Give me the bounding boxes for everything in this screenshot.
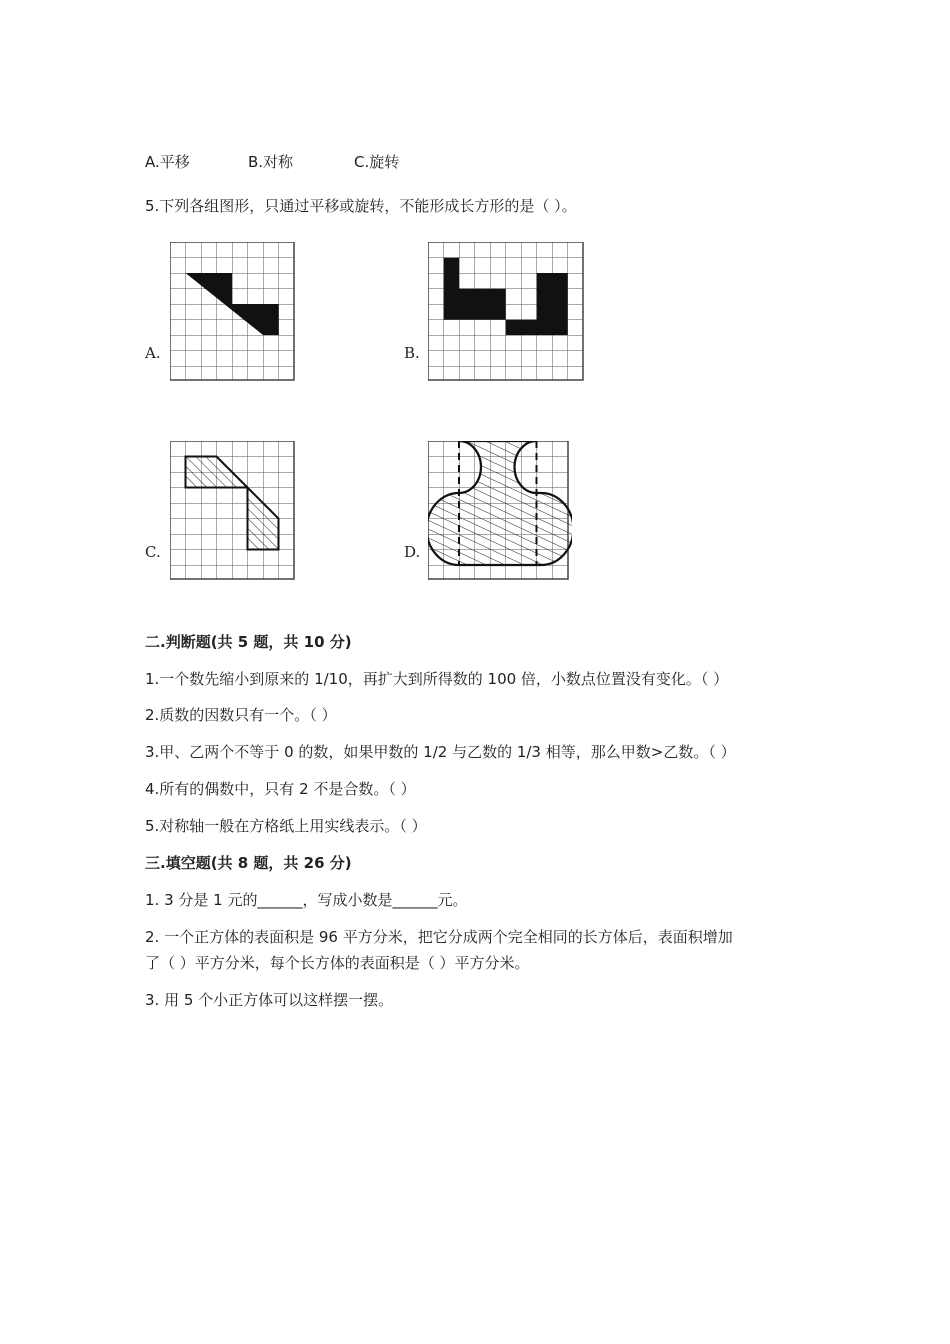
question-5-stem: 5.下列各组图形，只通过平移或旋转，不能形成长方形的是（ ）。	[145, 197, 577, 215]
section-3-item-2-line-1: 2. 一个正方体的表面积是 96 平方分米，把它分成两个完全相同的长方体后，表面积增加	[145, 928, 733, 946]
section-3-item-1: 1. 3 分是 1 元的______，写成小数是______元。	[145, 891, 468, 909]
figure-a	[170, 242, 296, 382]
section-2-item-4: 4.所有的偶数中，只有 2 不是合数。（ ）	[145, 780, 416, 798]
section-2-heading: 二.判断题(共 5 题，共 10 分)	[145, 633, 352, 651]
label-b: B.	[404, 344, 420, 362]
option-c: C.旋转	[354, 153, 400, 171]
figure-c	[170, 441, 298, 581]
section-2-item-2: 2.质数的因数只有一个。（ ）	[145, 706, 337, 724]
section-2-item-5: 5.对称轴一般在方格纸上用实线表示。（ ）	[145, 817, 427, 835]
label-d: D.	[404, 543, 421, 561]
option-b: B.对称	[248, 153, 294, 171]
section-3-heading: 三.填空题(共 8 题，共 26 分)	[145, 854, 352, 872]
label-c: C.	[145, 543, 161, 561]
section-2-item-1: 1.一个数先缩小到原来的 1/10，再扩大到所得数的 100 倍，小数点位置没有变化。（ ）	[145, 670, 729, 688]
section-3-item-2-line-2: 了（ ）平方分米，每个长方体的表面积是（ ）平方分米。	[145, 954, 530, 972]
label-a: A.	[145, 344, 161, 362]
figure-d	[428, 441, 572, 581]
section-2-item-3: 3.甲、乙两个不等于 0 的数，如果甲数的 1/2 与乙数的 1/3 相等，那么甲数>乙数。（ ）	[145, 743, 736, 761]
option-a: A.平移	[145, 153, 190, 171]
figure-b	[428, 242, 586, 382]
section-3-item-3: 3. 用 5 个小正方体可以这样摆一摆。	[145, 991, 394, 1009]
